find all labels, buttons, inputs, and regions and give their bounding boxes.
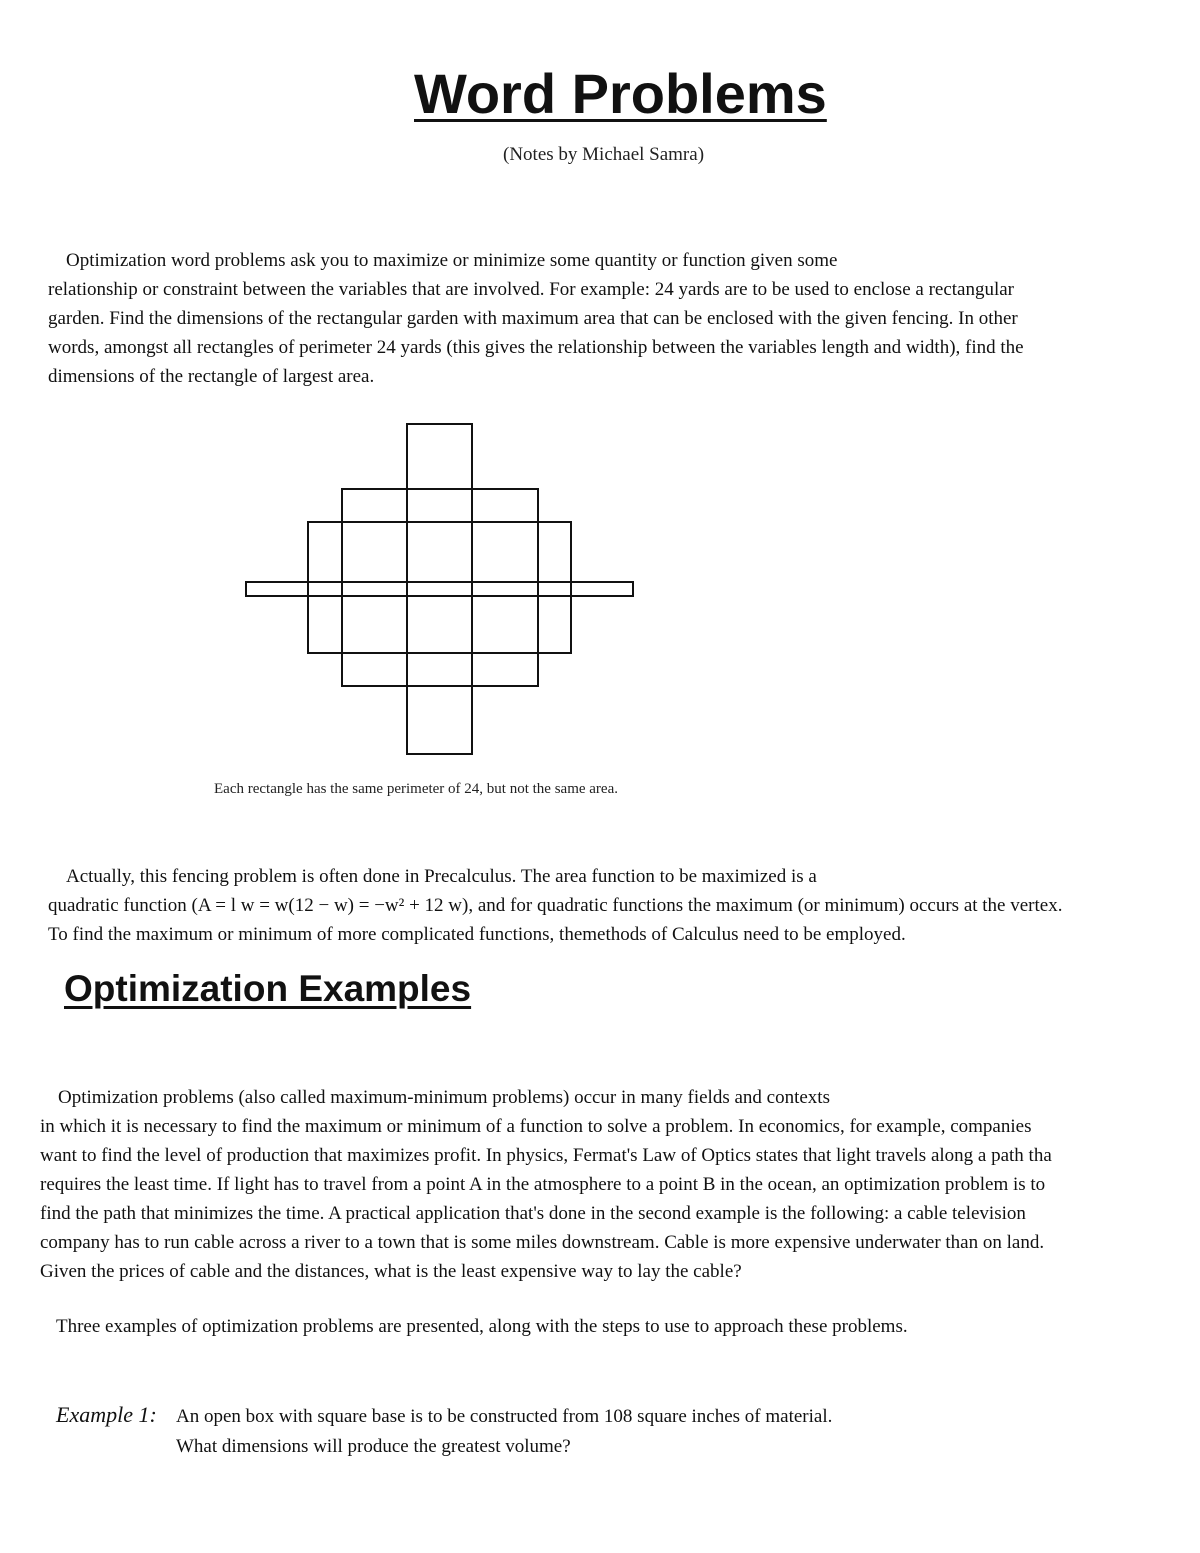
example-1-line-1: An open box with square base is to be constructed from 108 square inches of material. — [176, 1406, 833, 1427]
examples-intro-paragraph — [40, 1083, 1152, 1286]
figure-caption: Each rectangle has the same perimeter of 24, but not the same area. — [214, 781, 618, 797]
author-note: (Notes by Michael Samra) — [503, 144, 705, 165]
intro-line-1: Optimization word problems ask you to maximize or minimize some quantity or function given some — [66, 250, 838, 271]
example-1-label: Example 1: — [56, 1402, 157, 1427]
examples-intro-line-6: company has to run cable across a river to a town that is some miles downstream. Cable is more expensive underwater than on land. — [40, 1232, 1045, 1253]
page-title: Word Problems — [414, 62, 827, 125]
precalc-paragraph — [48, 862, 1148, 949]
examples-intro-line-1: Optimization problems (also called maximum-minimum problems) occur in many fields and contexts — [58, 1087, 830, 1108]
intro-line-5: dimensions of the rectangle of largest area. — [48, 366, 375, 387]
rectangles-diagram — [240, 418, 640, 763]
example-1-text — [176, 1402, 832, 1462]
three-examples-paragraph — [56, 1312, 1056, 1341]
intro-line-4: words, amongst all rectangles of perimeter 24 yards (this gives the relationship between the variables length and width), find the — [48, 337, 1024, 358]
examples-intro-line-5: find the path that minimizes the time. A practical application that's done in the second example is the following: a cable television — [40, 1203, 1026, 1224]
rectangle-square — [342, 489, 538, 686]
rectangle-tall — [407, 424, 472, 754]
section-heading: Optimization Examples — [64, 968, 472, 1009]
rectangles-figure — [240, 418, 640, 763]
examples-intro-line-7: Given the prices of cable and the distances, what is the least expensive way to lay the cable? — [40, 1261, 742, 1282]
precalc-line-2: quadratic function (A = l w = w(12 − w) = −w² + 12 w), and for quadratic functions the maximum (or minimum) occurs at the vertex. — [48, 895, 1063, 916]
examples-intro-line-3: want to find the level of production that maximizes profit. In physics, Fermat's Law of Optics states that light travels along a path tha — [40, 1145, 1052, 1166]
intro-line-2: relationship or constraint between the variables that are involved. For example: 24 yards are to be used to enclose a rectangular — [48, 279, 1015, 300]
rectangle-thin — [246, 582, 633, 596]
examples-intro-line-2: in which it is necessary to find the maximum or minimum of a function to solve a problem. In economics, for example, companies — [40, 1116, 1032, 1137]
examples-intro-line-4: requires the least time. If light has to travel from a point A in the atmosphere to a point B in the ocean, an optimization problem is to — [40, 1174, 1046, 1195]
intro-paragraph — [48, 246, 1148, 391]
example-1-line-2: What dimensions will produce the greatest volume? — [176, 1436, 571, 1457]
rectangle-wide — [308, 522, 571, 653]
intro-line-3: garden. Find the dimensions of the rectangular garden with maximum area that can be enclosed with the given fencing. In other — [48, 308, 1018, 329]
three-examples-line: Three examples of optimization problems are presented, along with the steps to use to approach these problems. — [56, 1316, 908, 1337]
precalc-line-3: To find the maximum or minimum of more complicated functions, themethods of Calculus need to be employed. — [48, 924, 906, 945]
precalc-line-1: Actually, this fencing problem is often done in Precalculus. The area function to be maximized is a — [66, 866, 817, 887]
